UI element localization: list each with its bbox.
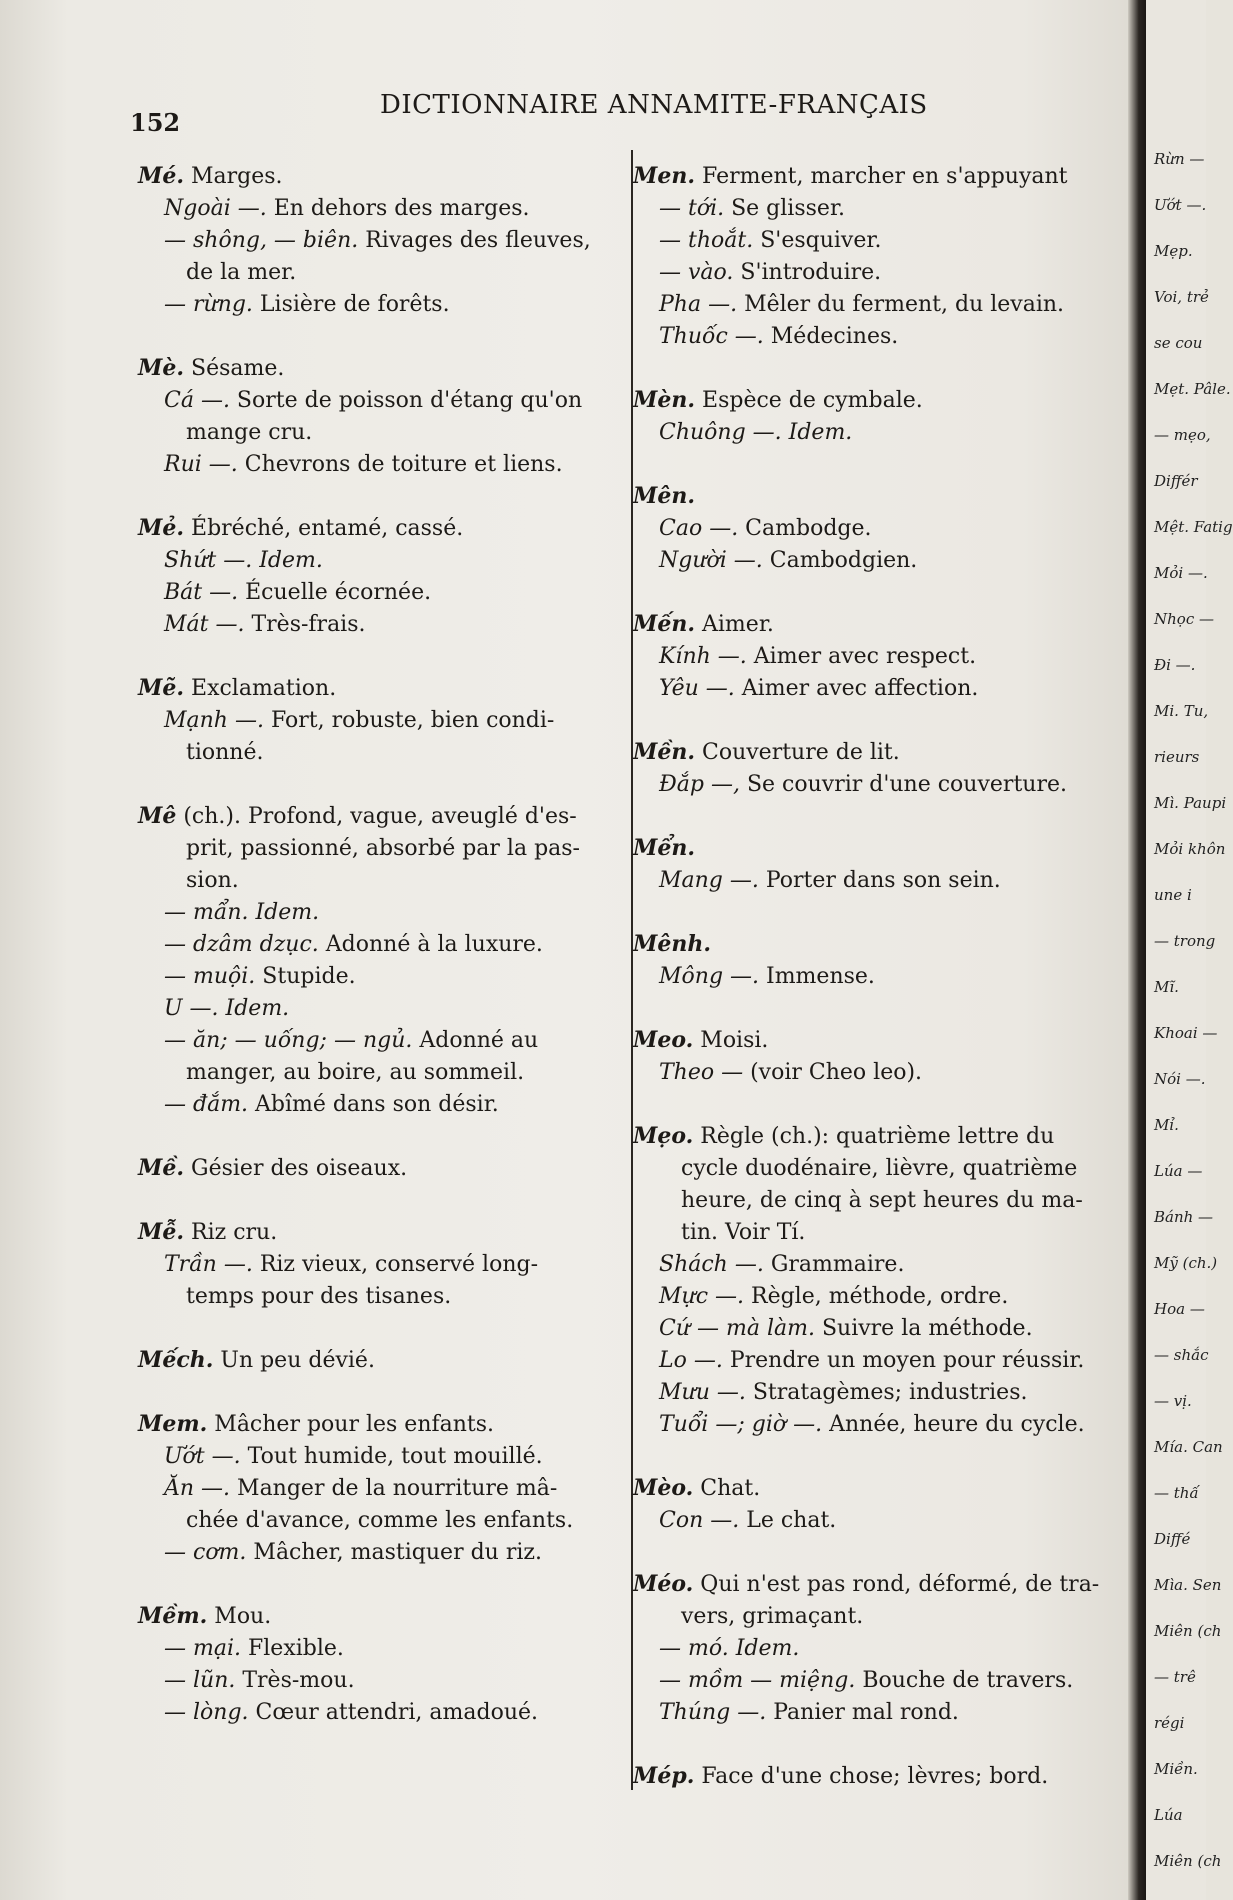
dictionary-entry xyxy=(138,1408,628,1569)
entry-line xyxy=(633,193,1118,225)
entry-headword: Mên. xyxy=(633,483,696,509)
entry-definition: vers, grimaçant. xyxy=(681,1604,864,1629)
entry-definition: Mâcher, mastiquer du riz. xyxy=(246,1540,542,1565)
entry-phrase: — mồm — miệng. xyxy=(659,1668,856,1693)
entry-phrase: Rui —. xyxy=(164,452,238,477)
facing-page-fragment: Nói —. xyxy=(1154,1070,1206,1088)
entry-definition: manger, au boire, au sommeil. xyxy=(186,1060,525,1085)
entry-line xyxy=(633,1760,1118,1793)
facing-page-fragment: Mẹp. xyxy=(1154,242,1193,260)
entry-line xyxy=(633,1568,1118,1601)
entry-definition: Très-mou. xyxy=(235,1668,355,1693)
entry-definition: Très-frais. xyxy=(244,612,366,637)
entry-definition: Stupide. xyxy=(255,964,356,989)
entry-line xyxy=(633,1313,1118,1345)
entry-line xyxy=(633,545,1118,577)
entry-line xyxy=(138,1441,628,1473)
entry-line xyxy=(138,1600,628,1633)
entry-definition: Règle (ch.): quatrième lettre du xyxy=(693,1124,1055,1149)
entry-definition: Face d'une chose; lèvres; bord. xyxy=(694,1764,1049,1789)
page-number: 152 xyxy=(130,108,181,137)
entry-line xyxy=(633,1697,1118,1729)
entry-definition: Médecines. xyxy=(763,324,899,349)
entry-definition: Sorte de poisson d'étang qu'on xyxy=(229,388,583,413)
dictionary-entry xyxy=(633,736,1118,801)
dictionary-entry xyxy=(138,512,628,641)
dictionary-entry xyxy=(138,352,628,481)
entry-definition: Immense. xyxy=(759,964,875,989)
entry-headword: Mép. xyxy=(633,1763,695,1789)
entry-definition: Manger de la nourriture mâ- xyxy=(230,1476,558,1501)
facing-page-fragment: Đi —. xyxy=(1154,656,1196,674)
facing-page-fragment: Lúa xyxy=(1154,1806,1183,1824)
entry-definition: Gésier des oiseaux. xyxy=(184,1156,408,1181)
entry-phrase: — mẩn. Idem. xyxy=(164,900,320,925)
entry-definition: Ébréché, entamé, cassé. xyxy=(184,516,464,541)
entry-phrase: Shứt —. xyxy=(164,548,253,573)
entry-headword: Mẻ. xyxy=(138,515,185,541)
facing-page-fragment: Nhọc — xyxy=(1154,610,1214,628)
entry-definition: Adonné à la luxure. xyxy=(318,932,543,957)
entry-definition: Se couvrir d'une couverture. xyxy=(739,772,1067,797)
entry-line xyxy=(633,289,1118,321)
facing-page-fragment: — vị. xyxy=(1154,1392,1192,1410)
entry-definition: Panier mal rond. xyxy=(766,1700,959,1725)
dictionary-entry xyxy=(633,1568,1118,1729)
facing-page-fragment: — trê xyxy=(1154,1668,1196,1686)
entry-line xyxy=(138,225,628,257)
entry-definition: Mêler du ferment, du levain. xyxy=(737,292,1065,317)
entry-line xyxy=(633,480,1118,513)
dictionary-entry xyxy=(138,1600,628,1729)
dictionary-entry xyxy=(633,832,1118,897)
entry-definition: Année, heure du cycle. xyxy=(822,1412,1085,1437)
facing-page-fragment: Rừn — xyxy=(1154,150,1205,168)
entry-phrase: Thúng —. xyxy=(659,1700,767,1725)
dictionary-entry xyxy=(633,384,1118,449)
entry-line xyxy=(138,1089,628,1121)
entry-phrase: — lòng. xyxy=(164,1700,249,1725)
entry-definition: Abîmé dans son désir. xyxy=(248,1092,499,1117)
entry-line xyxy=(633,1153,1118,1185)
entry-line xyxy=(138,737,628,769)
entry-definition: Le chat. xyxy=(739,1508,837,1533)
entry-line xyxy=(138,1152,628,1185)
entry-line xyxy=(138,705,628,737)
entry-line xyxy=(138,897,628,929)
entry-line xyxy=(633,1665,1118,1697)
entry-phrase: Mưu —. xyxy=(659,1380,746,1405)
entry-definition: S'esquiver. xyxy=(753,228,882,253)
entry-headword: Mển. xyxy=(633,835,696,861)
entry-phrase: Mạnh —. xyxy=(164,708,264,733)
facing-page-fragment: Mi. Tu, xyxy=(1154,702,1209,720)
entry-definition: (voir Cheo leo). xyxy=(743,1060,923,1085)
facing-page-fragment: Ướt —. xyxy=(1154,196,1207,214)
entry-line xyxy=(633,1633,1118,1665)
dictionary-entry xyxy=(633,1120,1118,1441)
entry-definition: chée d'avance, comme les enfants. xyxy=(186,1508,574,1533)
dictionary-entry xyxy=(138,160,628,321)
facing-page-fragment: Mĩ. xyxy=(1154,978,1179,996)
entry-definition: Lisière de forêts. xyxy=(252,292,450,317)
entry-definition: Règle, méthode, ordre. xyxy=(744,1284,1009,1309)
entry-line xyxy=(138,1505,628,1537)
entry-phrase: Yêu —. xyxy=(659,676,735,701)
facing-page-fragment: — thấ xyxy=(1154,1484,1199,1502)
facing-page-fragment: Hoa — xyxy=(1154,1300,1205,1318)
entry-line xyxy=(138,1537,628,1569)
entry-phrase: — mại. xyxy=(164,1636,241,1661)
facing-page-fragment: Mì. Paupi xyxy=(1154,794,1227,812)
entry-phrase: — dzâm dzục. xyxy=(164,932,319,957)
entry-phrase: Người —. xyxy=(659,548,763,573)
entry-phrase: Pha —. xyxy=(659,292,738,317)
entry-definition: Exclamation. xyxy=(184,676,337,701)
entry-headword: Mê xyxy=(138,803,177,829)
facing-page-fragment: une i xyxy=(1154,886,1192,904)
entry-definition: Aimer. xyxy=(695,612,774,637)
dictionary-entry xyxy=(138,672,628,769)
entry-line xyxy=(633,417,1118,449)
entry-phrase: — thoắt. xyxy=(659,228,754,253)
entry-definition: Prendre un moyen pour réussir. xyxy=(722,1348,1085,1373)
entry-line xyxy=(633,1120,1118,1153)
entry-phrase: U —. Idem. xyxy=(164,996,290,1021)
facing-page-fragment: Miên (ch xyxy=(1154,1622,1222,1640)
entry-headword: Mênh. xyxy=(633,931,711,957)
entry-line xyxy=(633,513,1118,545)
facing-page-fragment: Mìa. Sen xyxy=(1154,1576,1222,1594)
entry-line xyxy=(138,160,628,193)
entry-phrase: — muội. xyxy=(164,964,256,989)
entry-line xyxy=(138,257,628,289)
entry-line xyxy=(138,1281,628,1313)
entry-definition: prit, passionné, absorbé par la pas- xyxy=(186,836,580,861)
entry-line xyxy=(633,257,1118,289)
entry-definition: Se glisser. xyxy=(724,196,846,221)
entry-phrase: — lũn. xyxy=(164,1668,236,1693)
facing-page-fragment: Miên (ch xyxy=(1154,1852,1222,1870)
entry-line xyxy=(138,865,628,897)
facing-page-fragment: Bánh — xyxy=(1154,1208,1214,1226)
entry-phrase: Cứ — mà làm. xyxy=(659,1316,815,1341)
entry-definition: heure, de cinq à sept heures du ma- xyxy=(681,1188,1083,1213)
entry-line xyxy=(633,1345,1118,1377)
entry-line xyxy=(633,321,1118,353)
facing-page-fragment: régi xyxy=(1154,1714,1185,1732)
entry-line xyxy=(138,1057,628,1089)
facing-page-fragment: — mẹo, xyxy=(1154,426,1211,444)
entry-line xyxy=(633,1185,1118,1217)
dictionary-entry xyxy=(138,1152,628,1185)
entry-line xyxy=(138,545,628,577)
dictionary-entry xyxy=(138,1344,628,1377)
entry-line xyxy=(138,1408,628,1441)
facing-page-fragment: — shắc xyxy=(1154,1346,1209,1364)
entry-phrase: Thuốc —. xyxy=(659,324,764,349)
entry-definition: Cambodgien. xyxy=(762,548,918,573)
entry-line xyxy=(138,417,628,449)
entry-phrase: — tới. xyxy=(659,196,725,221)
entry-headword: Mẹo. xyxy=(633,1123,694,1149)
entry-definition: Riz cru. xyxy=(184,1220,278,1245)
entry-line xyxy=(138,289,628,321)
entry-line xyxy=(633,1281,1118,1313)
entry-line xyxy=(633,608,1118,641)
entry-definition: Couverture de lit. xyxy=(695,740,900,765)
entry-definition: Tout humide, tout mouillé. xyxy=(240,1444,543,1469)
facing-page-fragment: Mỹ (ch.) xyxy=(1154,1254,1218,1272)
entry-line xyxy=(138,577,628,609)
entry-line xyxy=(633,673,1118,705)
entry-phrase: Tuổi —; giờ —. xyxy=(659,1412,823,1437)
entry-definition: Aimer avec affection. xyxy=(734,676,979,701)
dictionary-entry xyxy=(633,608,1118,705)
entry-definition: Qui n'est pas rond, déformé, de tra- xyxy=(693,1572,1100,1597)
entry-definition: temps pour des tisanes. xyxy=(186,1284,452,1309)
entry-definition: tin. Voir Tí. xyxy=(681,1220,806,1245)
entry-headword: Mẽ. xyxy=(138,675,185,701)
running-title: DICTIONNAIRE ANNAMITE-FRANÇAIS xyxy=(380,90,928,120)
entry-definition: Marges. xyxy=(184,164,283,189)
entry-line xyxy=(138,1344,628,1377)
entry-line xyxy=(138,833,628,865)
entry-definition: Flexible. xyxy=(241,1636,344,1661)
entry-line xyxy=(138,609,628,641)
entry-phrase: — cơm. xyxy=(164,1540,247,1565)
entry-phrase: Shách —. xyxy=(659,1252,764,1277)
entry-phrase: Ướt —. xyxy=(164,1444,241,1469)
entry-phrase: Trần —. xyxy=(164,1252,253,1277)
entry-phrase: Cá —. xyxy=(164,388,230,413)
entry-line xyxy=(138,993,628,1025)
entry-phrase: — ăn; — uống; — ngủ. xyxy=(164,1028,413,1053)
entry-line xyxy=(633,928,1118,961)
entry-definition: mange cru. xyxy=(186,420,313,445)
entry-definition: Grammaire. xyxy=(763,1252,905,1277)
dictionary-entry xyxy=(633,1024,1118,1089)
facing-page-fragment: Mỉ. xyxy=(1154,1116,1179,1134)
entry-definition: Chat. xyxy=(693,1476,761,1501)
entry-phrase: Mực —. xyxy=(659,1284,745,1309)
dictionary-entry xyxy=(138,1216,628,1313)
entry-phrase: Theo — xyxy=(659,1060,744,1085)
entry-definition: Cambodge. xyxy=(738,516,872,541)
entry-definition: Riz vieux, conservé long- xyxy=(252,1252,539,1277)
entry-headword: Mè. xyxy=(138,355,185,381)
entry-definition: tionné. xyxy=(186,740,264,765)
facing-page-fragment: rieurs xyxy=(1154,748,1200,766)
entry-definition: Ferment, marcher en s'appuyant xyxy=(695,164,1068,189)
entry-line xyxy=(633,961,1118,993)
entry-phrase: — rừng. xyxy=(164,292,253,317)
entry-phrase: Con —. xyxy=(659,1508,740,1533)
entry-definition: Sésame. xyxy=(184,356,285,381)
entry-line xyxy=(633,769,1118,801)
entry-line xyxy=(138,1025,628,1057)
entry-headword: Men. xyxy=(633,163,696,189)
entry-headword: Mem. xyxy=(138,1411,208,1437)
entry-definition: Bouche de travers. xyxy=(855,1668,1074,1693)
entry-phrase: Mông —. xyxy=(659,964,760,989)
entry-phrase: — vào. xyxy=(659,260,734,285)
book-gutter xyxy=(1128,0,1146,1900)
entry-phrase: Bát —. xyxy=(164,580,239,605)
entry-line xyxy=(633,1601,1118,1633)
entry-line xyxy=(633,832,1118,865)
entry-phrase: Lo —. xyxy=(659,1348,723,1373)
facing-page-fragment: Mía. Can xyxy=(1154,1438,1223,1456)
facing-page-fragment: Mệt. Fatig xyxy=(1154,518,1233,536)
entry-line xyxy=(138,1633,628,1665)
entry-line xyxy=(138,512,628,545)
entry-definition: Idem. xyxy=(252,548,323,573)
page-header xyxy=(130,90,1120,137)
entry-line xyxy=(138,1249,628,1281)
entry-phrase: Mang —. xyxy=(659,868,759,893)
dictionary-entry xyxy=(138,800,628,1121)
entry-headword: Mến. xyxy=(633,611,696,637)
entry-line xyxy=(633,160,1118,193)
entry-headword: Mề. xyxy=(138,1155,185,1181)
entry-line xyxy=(633,1377,1118,1409)
entry-definition: (ch.). Profond, vague, aveuglé d'es- xyxy=(176,804,577,829)
entry-definition: Rivages des fleuves, xyxy=(358,228,591,253)
left-column xyxy=(138,160,628,1760)
entry-definition: Mou. xyxy=(207,1604,272,1629)
entry-line xyxy=(633,1217,1118,1249)
entry-definition: de la mer. xyxy=(186,260,297,285)
entry-definition: sion. xyxy=(186,868,239,893)
entry-line xyxy=(138,1473,628,1505)
entry-line xyxy=(633,225,1118,257)
entry-headword: Meo. xyxy=(633,1027,694,1053)
entry-headword: Mếch. xyxy=(138,1347,214,1373)
entry-line xyxy=(633,1249,1118,1281)
entry-headword: Mễ. xyxy=(138,1219,185,1245)
entry-headword: Mèn. xyxy=(633,387,696,413)
entry-phrase: — shông, — biên. xyxy=(164,228,359,253)
entry-phrase: Đắp —, xyxy=(659,772,740,797)
facing-page-fragment: Voi, trẻ xyxy=(1154,288,1209,306)
entry-line xyxy=(633,1409,1118,1441)
entry-definition: cycle duodénaire, lièvre, quatrième xyxy=(681,1156,1078,1181)
entry-definition: En dehors des marges. xyxy=(266,196,530,221)
entry-line xyxy=(633,1505,1118,1537)
entry-line xyxy=(138,352,628,385)
entry-phrase: — đắm. xyxy=(164,1092,249,1117)
entry-definition: S'introduire. xyxy=(733,260,882,285)
facing-page-fragment: Diffé xyxy=(1154,1530,1191,1548)
entry-phrase: Chuông —. Idem. xyxy=(659,420,853,445)
entry-line xyxy=(633,1024,1118,1057)
entry-definition: Écuelle écornée. xyxy=(238,580,432,605)
entry-definition: Mâcher pour les enfants. xyxy=(207,1412,495,1437)
entry-line xyxy=(633,736,1118,769)
entry-definition: Chevrons de toiture et liens. xyxy=(237,452,563,477)
entry-phrase: Ăn —. xyxy=(164,1476,231,1501)
entry-line xyxy=(138,929,628,961)
dictionary-entry xyxy=(633,160,1118,353)
facing-page-fragment: Différ xyxy=(1154,472,1198,490)
entry-definition: Espèce de cymbale. xyxy=(695,388,923,413)
facing-page-fragment: Khoai — xyxy=(1154,1024,1218,1042)
entry-line xyxy=(633,865,1118,897)
entry-line xyxy=(138,193,628,225)
entry-line xyxy=(138,1216,628,1249)
entry-line xyxy=(138,1665,628,1697)
facing-page-fragment: Mỏi —. xyxy=(1154,564,1208,582)
dictionary-entry xyxy=(633,480,1118,577)
entry-definition: Adonné au xyxy=(412,1028,539,1053)
entry-definition: Aimer avec respect. xyxy=(746,644,977,669)
entry-definition: Fort, robuste, bien condi- xyxy=(263,708,555,733)
facing-page-fragment: se cou xyxy=(1154,334,1203,352)
entry-line xyxy=(633,1057,1118,1089)
facing-page-fragment: Mẹt. Pâle. xyxy=(1154,380,1231,398)
facing-page-fragment: Mỏi khôn xyxy=(1154,840,1226,858)
facing-page-fragment: Lúa — xyxy=(1154,1162,1203,1180)
entry-line xyxy=(138,449,628,481)
entry-headword: Méo. xyxy=(633,1571,694,1597)
dictionary-entry xyxy=(633,1472,1118,1537)
entry-definition: Cœur attendri, amadoué. xyxy=(248,1700,539,1725)
entry-line xyxy=(633,1472,1118,1505)
entry-phrase: Kính —. xyxy=(659,644,747,669)
entry-headword: Mé. xyxy=(138,163,185,189)
entry-line xyxy=(633,641,1118,673)
dictionary-entry xyxy=(633,928,1118,993)
facing-page-edge xyxy=(1146,0,1233,1900)
dictionary-entry xyxy=(633,1760,1118,1793)
entry-line xyxy=(138,672,628,705)
entry-phrase: Ngoài —. xyxy=(164,196,267,221)
entry-definition: Porter dans son sein. xyxy=(758,868,1001,893)
entry-line xyxy=(138,385,628,417)
facing-page-fragment: Miền. xyxy=(1154,1760,1198,1778)
entry-headword: Mèo. xyxy=(633,1475,694,1501)
entry-headword: Mềm. xyxy=(138,1603,208,1629)
entry-line xyxy=(138,1697,628,1729)
entry-headword: Mền. xyxy=(633,739,696,765)
entry-phrase: Mát —. xyxy=(164,612,245,637)
entry-definition: Suivre la méthode. xyxy=(814,1316,1033,1341)
entry-definition: Moisi. xyxy=(693,1028,769,1053)
entry-definition: Stratagèmes; industries. xyxy=(745,1380,1028,1405)
entry-phrase: Cao —. xyxy=(659,516,739,541)
entry-definition: Un peu dévié. xyxy=(213,1348,375,1373)
entry-line xyxy=(633,384,1118,417)
entry-line xyxy=(138,800,628,833)
entry-phrase: — mó. Idem. xyxy=(659,1636,800,1661)
entry-line xyxy=(138,961,628,993)
facing-page-fragment: — trong xyxy=(1154,932,1216,950)
right-column xyxy=(633,160,1118,1824)
